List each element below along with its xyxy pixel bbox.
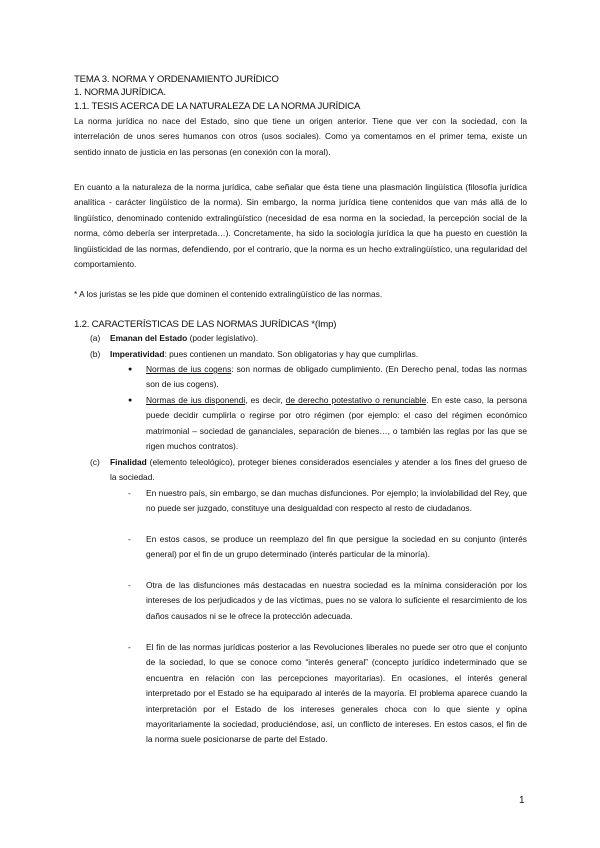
dash-marker: - <box>128 488 131 498</box>
item-a-text: (poder legislativo). <box>187 333 259 343</box>
section-heading-1-2: 1.2. CARACTERÍSTICAS DE LAS NORMAS JURÍDICAS *(Imp) <box>74 319 337 330</box>
bullet-2-underlined: Normas de ius disponendi <box>146 395 246 405</box>
page-number: 1 <box>519 795 525 806</box>
item-c-text: (elemento teleológico), proteger bienes considerados esenciales y atender a los fines del grueso de la sociedad. <box>110 457 527 483</box>
item-a-label: (a) <box>90 333 101 343</box>
item-b-text: : pues contienen un mandato. Son obligatorias y hay que cumplirlas. <box>164 349 419 359</box>
bullet-ius-cogens <box>146 362 527 393</box>
dash-marker: - <box>128 642 131 652</box>
item-b-label: (b) <box>90 349 101 359</box>
item-c-bold: Finalidad <box>110 457 147 467</box>
paragraph-origin: La norma jurídica no nace del Estado, sino que tiene un origen anterior. Tiene que ver con la sociedad, con la interrelación de unos seres humanos con otros (usos sociales). Como ya comentamos en el primer tema, existe un sentido innato de justicia en las personas (en conexión con la moral). <box>74 116 527 157</box>
bullet-2-middle: , es decir, <box>245 395 286 405</box>
item-b <box>110 347 527 362</box>
bullet-dot-icon: ● <box>128 397 133 404</box>
bullet-1-text: : son normas de obligado cumplimiento. (En Derecho penal, todas las normas son de ius cogens). <box>146 364 527 390</box>
bullet-ius-disponendi <box>146 393 527 455</box>
dash-item-1: En nuestro país, sin embargo, se dan muchas disfunciones. Por ejemplo; la inviolabilidad del Rey, que no puede ser juzgado, constituye una desigualdad con respecto al resto de ciudadanos. <box>146 488 527 514</box>
item-a <box>110 331 527 346</box>
dash-marker: - <box>128 580 131 590</box>
dash-marker: - <box>128 534 131 544</box>
paragraph-note: * A los juristas se les pide que dominen el contenido extralingüístico de las normas. <box>74 289 383 299</box>
bullet-2-text: . En este caso, la persona puede decidir cumplirla o regirse por otro régimen (por ejemplo: el caso del régimen económico matrimonial – sociedad de gananciales, separación de bienes…, o también las reglas por las que se rigen muchos contratos). <box>146 395 527 452</box>
bullet-1-underlined: Normas de ius cogens <box>146 364 232 374</box>
dash-item-4: El fin de las normas jurídicas posterior a las Revoluciones liberales no puede ser otro que el conjunto de la sociedad, lo que se conoce como “interés general” (concepto jurídico indeterminado que se encuentra en relación con las percepciones mayoritarias). En ocasiones, el interés general interpretado por el Estado se ha equiparado al interés de la mayoría. El problema aparece cuando la interpretación por el Estado de los intereses generales choca con lo que siente y opina mayoritariamente la sociedad, produciéndose, así, un conflicto de intereses. En estos casos, el fin de la norma suele posicionarse de parte del Estado. <box>146 642 527 745</box>
paragraph-nature: En cuanto a la naturaleza de la norma jurídica, cabe señalar que ésta tiene una plasmación lingüística (filosofía jurídica analítica - carácter lingüístico de la norma). Sin embargo, la norma jurídica tiene contenidos que van más allá de lo lingüístico, denominado contenido extralingüístico (necesidad de esa norma en la sociedad, la percepción social de la norma, cómo debería ser interpretada…). Concretamente, ha sido la sociología jurídica la que ha puesto en cuestión la lingüisticidad de las normas, defendiendo, por el contrario, que la norma es un hecho extralingüístico, una regularidad del comportamiento. <box>74 182 527 270</box>
bullet-dot-icon: ● <box>128 366 133 373</box>
section-heading-1: 1. NORMA JURÍDICA. <box>74 87 166 98</box>
item-b-bold: Imperatividad <box>110 349 165 359</box>
item-c-label: (c) <box>90 457 100 467</box>
dash-item-3: Otra de las disfunciones más destacadas en nuestra sociedad es la mínima consideración por los intereses de los perjudicados y de las víctimas, pues no se valora lo suficiente el resarcimiento de los daños causados ni se le ofrece la protección adecuada. <box>146 580 527 621</box>
item-c <box>110 455 527 486</box>
dash-item-2: En estos casos, se produce un reemplazo del fin que persigue la sociedad en su conjunto (interés general) por el fin de un grupo determinado (interés particular de la minoría). <box>146 534 527 560</box>
bullet-2-underlined-2: de derecho potestativo o renunciable <box>285 395 427 405</box>
item-a-bold: Emanan del Estado <box>110 333 188 343</box>
section-heading-1-1: 1.1. TESIS ACERCA DE LA NATURALEZA DE LA NORMA JURÍDICA <box>74 101 361 112</box>
document-title: TEMA 3. NORMA Y ORDENAMIENTO JURÍDICO <box>74 74 279 85</box>
